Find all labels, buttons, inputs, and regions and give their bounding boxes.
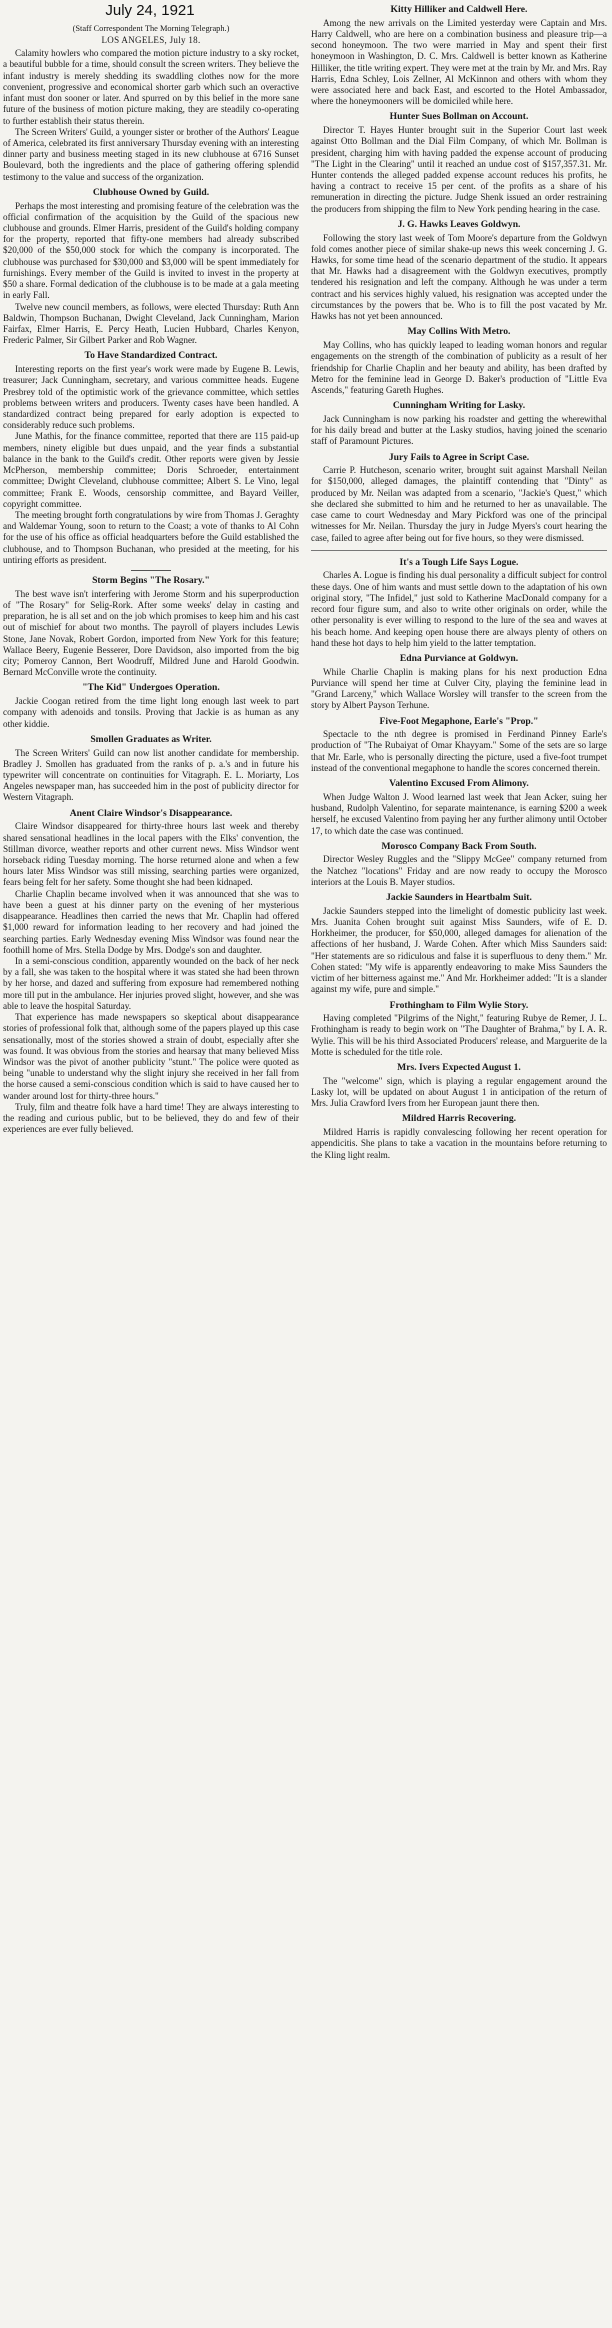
article-paragraph: Interesting reports on the first year's work were made by Eugene B. Lewis, treasurer; Jack Cunningham, secretary, and various committee heads. Eugene Presbrey told of the optimistic work of the grievance committee, which settles problems between writers and producers. Twenty cases have been handled. A standardized contract being prepared for early adoption is expected to considerably reduce such problems. — [3, 364, 299, 431]
article-paragraph: Director Wesley Ruggles and the "Slippy McGee" company returned from the Natchez "locations" Friday and are now ready to occupy the Morosco interiors at the Louis B. Mayer studios. — [311, 854, 607, 887]
section-heading-kid: "The Kid" Undergoes Operation. — [82, 682, 220, 694]
article-paragraph: The Screen Writers' Guild can now list another candidate for membership. Bradley J. Smollen has graduated from the ranks of p. a.'s and in future his typewriter will concentrate on continuities for Vitagraph. E. L. Moriarty, Los Angeles newspaper man, has succeeded him in the post of publicity director for Western Vitagraph. — [3, 747, 299, 803]
right-column — [311, 0, 607, 2300]
left-column — [3, 24, 299, 2324]
article-paragraph: The "welcome" sign, which is playing a regular engagement around the Lasky lot, will be updated on about August 1 in anticipation of the return of Mrs. Julia Crawford Ivers from her European jaunt there then. — [311, 1075, 607, 1109]
article-paragraph: Mildred Harris is rapidly convalescing following her recent operation for appendicitis. She plans to take a vacation in the mountains before returning to the Kling light realm. — [311, 1127, 607, 1160]
intro-paragraph: The Screen Writers' Guild, a younger sister or brother of the Authors' League of America, celebrated its first anniversary Thursday evening with an interesting dinner party and business meeting staged in its new clubhouse at 6716 Sunset Boulevard, both the ingredients and the place of gathering offering splendid testimony to the value and success of the organization. — [3, 126, 299, 182]
divider — [131, 570, 171, 571]
section-heading-ivers: Mrs. Ivers Expected August 1. — [397, 1062, 521, 1074]
section-heading-bollman: Hunter Sues Bollman on Account. — [389, 111, 529, 123]
clipping-date: July 24, 1921 — [105, 2, 195, 19]
section-heading-clubhouse: Clubhouse Owned by Guild. — [92, 186, 210, 198]
article-paragraph: Director T. Hayes Hunter brought suit in the Superior Court last week against Otto Bollman and the Dial Film Company, of which Mr. Bollman is president, charging him with having padded the expense account of producing "The Light in the Clearing" until it reached an undue cost of $157,357.31. Mr. Hunter contends the alleged padded expense account reduces his profits, he having a contract to receive 15 per cent. of the profits as a share of his remuneration in directing the picture. Judge Shenk issued an order restraining the producers from shipping the film to New York pending hearing in the case. — [311, 125, 607, 214]
article-paragraph: The best wave isn't interfering with Jerome Storm and his superproduction of "The Rosary" for Selig-Rork. After some weeks' delay in casting and preparation, he is all set and on the job which promises to keep him and his cast out of mischief for about two months. The payroll of players includes Lewis Stone, Jane Novak, Robert Gordon, imported from New York for this feature; Wallace Beery, Eugenie Besserer, Dore Davidson, also imported from the big city; Pomeroy Cannon, Bert Woodruff, Mildred June and Harold Goodwin. Bernard McConville wrote the continuity. — [3, 588, 299, 678]
article-paragraph: Charlie Chaplin became involved when it was announced that she was to have been a guest at his dinner party on the evening of her mysterious disappearance. Headlines then carried the news that Mr. Chaplin had offered $1,000 reward for information leading to her recovery and had joined the searching parties. Early Wednesday evening Miss Windsor was found near the foothill home of Mrs. Stella Dodge by Mrs. Dodge's son and daughter. — [3, 888, 299, 955]
section-heading-morosco: Morosco Company Back From South. — [381, 840, 537, 852]
article-paragraph: That experience has made newspapers so skeptical about disappearance stories of professional folk that, although some of the papers played up this case sensationally, most of the stories showed a strain of doubt, especially after she was found. It was obvious from the stories and hearsay that many believed Miss Windsor was the pivot of another publicity "stunt." The police were quoted as being "unable to understand why the slight injury she received in her fall from the horse caused a semi-conscious condition which is said to have caused her to wander around lost for thirty-three hours." — [3, 1012, 299, 1101]
section-heading-earle: Five-Foot Megaphone, Earle's "Prop." — [379, 715, 539, 727]
section-heading-jury: Jury Fails to Agree in Script Case. — [388, 451, 530, 463]
article-paragraph: Jack Cunningham is now parking his roadster and getting the wherewithal for his daily bread and butter at the Lasky studios, having joined the scenario staff of Paramount Pictures. — [311, 413, 607, 447]
section-heading-windsor: Anent Claire Windsor's Disappearance. — [69, 807, 233, 819]
article-paragraph: Jackie Coogan retired from the time light long enough last week to part company with adenoids and tonsils. Proving that Jackie is as human as any other kiddie. — [3, 696, 299, 729]
section-heading-rosary: Storm Begins "The Rosary." — [92, 575, 210, 587]
intro-paragraph: Calamity howlers who compared the motion picture industry to a sky rocket, a beautiful bubble for a time, should consult the screen writers. They believe the infant industry is merely shedding its swaddling clothes now for the more convenient, progressive and economical shorter garb which such an overactive infant must don sooner or later. And spurred on by this belief in the more sane future of the business of motion picture making, they are steadily co-operating to further establish their status therein. — [3, 48, 299, 126]
section-heading-cunningham: Cunningham Writing for Lasky. — [392, 400, 526, 412]
section-heading-harris: Mildred Harris Recovering. — [401, 1113, 517, 1125]
section-heading-hawks: J. G. Hawks Leaves Goldwyn. — [397, 218, 521, 230]
article-paragraph: Spectacle to the nth degree is promised in Ferdinand Pinney Earle's production of "The Rubaiyat of Omar Khayyam." Some of the sets are so large that Mr. Earle, who is personally directing the picture, used a five-foot trumpet instead of the conventional megaphone to handle the scores concerned therein. — [311, 729, 607, 773]
section-heading-valentino: Valentino Excused From Alimony. — [389, 778, 529, 790]
section-heading-saunders: Jackie Saunders in Heartbalm Suit. — [386, 892, 532, 904]
dateline: LOS ANGELES, July 18. — [101, 35, 201, 46]
article-paragraph: In a semi-conscious condition, apparently wounded on the back of her neck by a fall, she was taken to the hospital where it was stated she had been thrown by her horse, and dazed and suffering from exposure had remembered nothing more till put in the ambulance. Her injuries proved slight, however, and she was able to leave the hospital Saturday. — [3, 955, 299, 1011]
article-paragraph: Truly, film and theatre folk have a hard time! They are always interesting to the reading and curious public, but to be believed, they do and few of their experiences are ever fully believed. — [3, 1101, 299, 1135]
section-heading-frothingham: Frothingham to Film Wylie Story. — [389, 999, 529, 1011]
article-paragraph: Perhaps the most interesting and promising feature of the celebration was the official confirmation of the acquisition by the Guild of the spacious new clubhouse and grounds. Elmer Harris, president of the Guild's holding company for the property, reported that fifty-one members had already subscribed $20,000 of the $50,000 stock for which the company is incorporated. The clubhouse was purchased for $30,000 and $3,000 will be spent immediately for furnishings. Every member of the Guild is invited to invest in the property at $50 a share. Formal dedication of the clubhouse is to be made at a gala meeting in early Fall. — [3, 200, 299, 301]
clipping-divider — [311, 550, 607, 551]
article-paragraph: Charles A. Logue is finding his dual personality a difficult subject for control these days. One of him wants and must settle down to the adaptation of his own original story, "The Infidel," just sold to Katherine MacDonald company for a record four figure sum, and also to write other originals on order, while the other personality is ever willing to respond to the lure of the sea and waves at his beach home. And keeping open house there are always plenty of others on hand these hot days to help him yield to the latter temptation. — [311, 570, 607, 648]
article-paragraph: Following the story last week of Tom Moore's departure from the Goldwyn fold comes another piece of similar shake-up news this week concerning J. G. Hawks, for some time head of the scenario department of the studio. It appears that Mr. Hawks had a disagreement with the Goldwyn executives, promptly tendered his resignation and left the company. Although he was under a term contract and his services highly valued, his resignation was accepted under the circumstances by the powers that be. Who is to fill the post vacated by Mr. Hawks has not yet been announced. — [311, 232, 607, 322]
article-paragraph: Having completed "Pilgrims of the Night," featuring Rubye de Remer, J. L. Frothingham is ready to begin work on "The Daughter of Brahma," by I. A. R. Wylie. This will be his third Associated Producers' release, and Marguerite de la Motte is scheduled for the title role. — [311, 1013, 607, 1057]
section-heading-smollen: Smollen Graduates as Writer. — [90, 733, 212, 745]
article-paragraph: The meeting brought forth congratulations by wire from Thomas J. Geraghty and Waldemar Young, soon to return to the Coast; a vote of thanks to Al Cohn for the use of his office as official headquarters before the Guild established the clubhouse, and to Thompson Buchanan, who presided at the meeting, for his untiring efforts as president. — [3, 509, 299, 565]
article-paragraph: June Mathis, for the finance committee, reported that there are 115 paid-up members, ninety eligible but dues unpaid, and the year finds a substantial balance in the bank to the Guild's credit. Other reports were given by Jessie McPherson, membership committee; Doris Schroeder, entertainment committee; Dwight Cleveland, clubhouse committee; Albert S. Le Vino, legal committee; Frank E. Woods, censorship committee, and Bayard Veiller, copyright committee. — [3, 431, 299, 509]
section-heading-hilliker: Kitty Hilliker and Caldwell Here. — [390, 4, 528, 15]
article-paragraph: Among the new arrivals on the Limited yesterday were Captain and Mrs. Harry Caldwell, who are here on a combination business and pleasure trip—a second honeymoon. The two were married in May and spent their first honeymoon in Washington, D. C. Mrs. Caldwell is better known as Katherine Hilliker, the title writing expert. They were met at the train by Mr. and Mrs. Ray Harris, Edna Schley, Lois Zellner, Al McKinnon and others with whom they were associated here and back East, and escorted to the Hotel Ambassador, where the honeymooners will be domiciled while here. — [311, 17, 607, 107]
article-paragraph: While Charlie Chaplin is making plans for his next production Edna Purviance will spend her time at Culver City, playing the feminine lead in "Grand Larceny," which Wallace Worsley will transfer to the screen from the story by Albert Payson Terhune. — [311, 666, 607, 711]
byline: (Staff Correspondent The Morning Telegraph.) — [72, 24, 230, 33]
article-paragraph: Jackie Saunders stepped into the limelight of domestic publicity last week. Mrs. Juanita Cohen brought suit against Miss Saunders, wife of E. D. Horkheimer, the producer, for $50,000, alleged damages for alienation of the affections of her husband, J. Warde Cohen. After which Miss Saunders said: "Her statements are so ridiculous and false it is superfluous to deny them." Mr. Cohen stated: "My wife is apparently endeavoring to make Miss Saunders the victim of her bitterness against me." And Mr. Horkheimer added: "It is a slander against my wife, pure and simple." — [311, 905, 607, 995]
section-heading-collins: May Collins With Metro. — [407, 326, 511, 338]
section-heading-purviance: Edna Purviance at Goldwyn. — [399, 652, 519, 664]
article-paragraph: May Collins, who has quickly leaped to leading woman honors and regular engagements on the strength of the combination of publicity as a result of her friendship for Charlie Chaplin and her beauty and ability, has been drafted by Metro for the feminine lead in George D. Baker's production of "Little Eva Ascends," featuring Gareth Hughes. — [311, 340, 607, 395]
article-paragraph: Carrie P. Hutcheson, scenario writer, brought suit against Marshall Neilan for $150,000, alleged damages, the plaintiff contending that "Dinty" as produced by Mr. Neilan was adapted from a scenario, "Jackie's Quest," which she declared she submitted to him and he returned to her as unavailable. The case came to court Wednesday and Mary Pickford was one of the principal witnesses for Mr. Neilan. Thursday the jury in Judge Myers's court hearing the case, failed to agree after being out for five hours, so they were dismissed. — [311, 465, 607, 543]
section-heading-contract: To Have Standardized Contract. — [84, 350, 218, 362]
article-paragraph: Claire Windsor disappeared for thirty-three hours last week and thereby shared sensational headlines in the local papers with the Elks' convention, the Stillman divorce, weather reports and other current news. Miss Windsor went horseback riding Tuesday morning. The horse returned alone and when a few hours later Miss Windsor was still missing, searching parties were organized, fears being felt for her safety. Some thought she had been kidnaped. — [3, 821, 299, 888]
section-heading-logue: It's a Tough Life Says Logue. — [399, 556, 519, 568]
article-paragraph: When Judge Walton J. Wood learned last week that Jean Acker, suing her husband, Rudolph Valentino, for separate maintenance, is earning $200 a week herself, he excused Valentino from paying her any further alimony until October 17, to which date the case was continued. — [311, 791, 607, 836]
article-paragraph: Twelve new council members, as follows, were elected Thursday: Ruth Ann Baldwin, Thompson Buchanan, Dwight Cleveland, Jack Cunningham, Marion Fairfax, Elmer Harris, E. Percy Heath, Lucien Hubbard, Charles Kenyon, Frederic Palmer, Sir Gilbert Parker and Rob Wagner. — [3, 301, 299, 346]
